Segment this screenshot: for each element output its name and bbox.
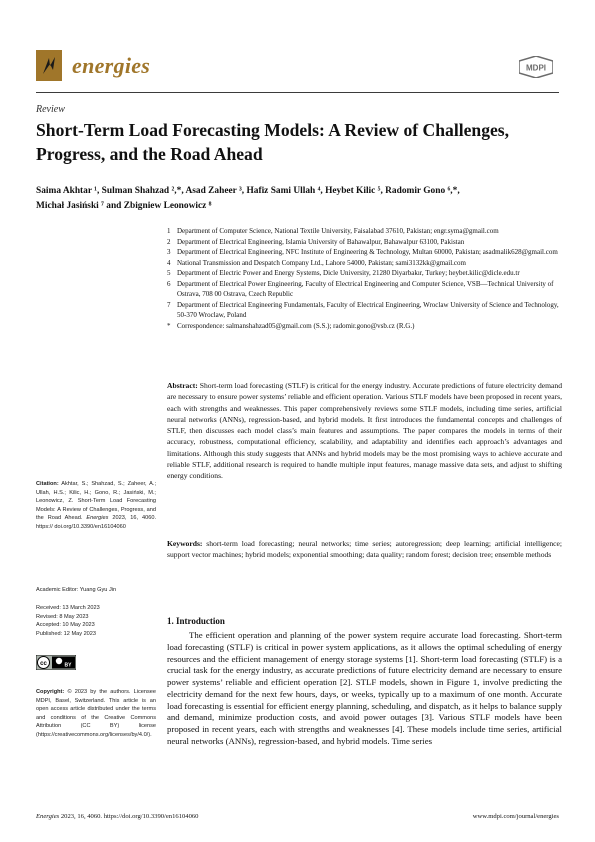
author-line-1: Saima Akhtar ¹, Sulman Shahzad ²,*, Asad Zaheer ³, Hafiz Sami Ullah ⁴, Heybet Kilic ⁵, Radomir Gono ⁶,*,: [36, 186, 460, 196]
affiliation: 7 Department of Electrical Engineering Fundamentals, Faculty of Electrical Engineering, Wroclaw University of Science and Technology, 50-370 Wroclaw, Poland: [167, 300, 559, 319]
author-list: [36, 184, 566, 214]
cc-label: cc: [40, 661, 47, 667]
abstract-text: Short-term load forecasting (STLF) is critical for the energy industry. Accurate predictions of future electricity demand are necessary to ensure power systems’ reliable and efficient operation. Various STLF models have been proposed in recent years, each with strengths and weaknesses. This paper comprehensively reviews some STLF models, including time series, artificial neural networks (ANNs), regression-based, and hybrid models. It first introduces the fundamental concepts and challenges of STLF, then discusses each model class’s main features and assumptions. The paper compares the models in terms of their accuracy, robustness, computational efficiency, scalability, and adaptability and identifies each approach’s advantages and limitations. Although this study suggests that ANNs and hybrid models may be the most promising ways to achieve accurate and reliable STLF, additional research is required to handle multiple input features, manage massive data sets, and adjust to shifting energy conditions.: [167, 381, 563, 481]
section-heading: 1. Introduction: [167, 616, 225, 626]
header-rule: [36, 92, 559, 93]
footer-journal-url[interactable]: www.mdpi.com/journal/energies: [472, 813, 559, 820]
copyright-block: Copyright: © 2023 by the authors. Licensee MDPI, Basel, Switzerland. This article is an open access article distributed under the terms and conditions of the Creative Commons Attribution (CC BY) license (https://creativecommons.org/licenses/by/4.0/).: [36, 689, 157, 738]
correspondence: * Correspondence: salmanshahzad05@gmail.com (S.S.); radomir.gono@vsb.cz (R.G.): [167, 321, 415, 330]
affiliation: 4 National Transmission and Despatch Company Ltd., Lahore 54000, Pakistan; sami3132kk@gmail.com: [167, 258, 466, 267]
keywords-label: Keywords:: [167, 539, 203, 548]
revised-date: Revised: 8 May 2023: [36, 613, 89, 620]
affiliation: 2 Department of Electrical Engineering, Islamia University of Bahawalpur, Bahawalpur 63100, Pakistan: [167, 237, 465, 246]
mdpi-logo-icon: [519, 56, 553, 78]
received-date: Received: 13 March 2023: [36, 605, 100, 611]
accepted-date: Accepted: 10 May 2023: [36, 622, 95, 629]
article-title: Short-Term Load Forecasting Models: A Review of Challenges, Progress, and the Road Ahead: [36, 120, 510, 164]
abstract-label: Abstract:: [167, 381, 198, 390]
affiliation: 1 Department of Computer Science, National Textile University, Faisalabad 37610, Pakistan; engr.syma@gmail.com: [167, 227, 499, 235]
citation-doi-link[interactable]: 2023, 16, 4060. https:// doi.org/10.3390/en16104060: [36, 515, 156, 530]
author-line-2: Michał Jasiński ⁷ and Zbigniew Leonowicz ⁸: [36, 201, 212, 211]
cc-by-license-icon[interactable]: [36, 655, 76, 670]
keywords: [167, 538, 562, 561]
academic-editor: Academic Editor: Yuang Gyu Jin: [36, 587, 117, 593]
published-date: Published: 12 May 2023: [36, 630, 97, 637]
by-label: BY: [64, 662, 72, 669]
dates-block: [36, 604, 156, 638]
footer-citation: Energies 2023, 16, 4060. https://doi.org/10.3390/en16104060: [36, 813, 199, 820]
affiliations: [167, 226, 562, 331]
citation-block: Citation: Akhtar, S.; Shahzad, S.; Zaheer, A.; Ullah, H.S.; Kilic, H.; Gono, R.; Jasiński, M.; Leonowicz, Z. Short-Term Load Forecasting Models: A Review of Challenges, Progress, and the Road Ahead. Energies 2023, 16, 4060. https:// doi.org/10.3390/en16104060: [36, 481, 156, 530]
intro-paragraph: The efficient operation and planning of the power system require accurate load forecasting. Short-term load forecasting (STLF) is critical in power system applications, as it allows the optimal scheduling of energy resources and the efficient management of energy storage systems [1]. Short-term load forecasting (STLF) is a crucial task for the energy industry, as accurate predictions of future electricity demand are necessary to ensure power systems’ reliable and efficient operation [2]. STLF models, shown in Figure 1, involve predicting the electricity demand for the next few hours, days, or weeks, typically up to a maximum of one month. Accurate load forecasting is essential for efficient energy planning, scheduling, and dispatch, as it helps to balance supply and demand, minimize production costs, and avoid power outages [3]. Various STLF models have been proposed in recent years, each with strengths and weaknesses [4]. These models include time series, artificial neural networks (ANNs), regression-based, and hybrid models. Time series: [167, 630, 562, 746]
journal-logo-icon: [36, 50, 62, 81]
affiliation: 3 Department of Electrical Engineering, NFC Institute of Engineering & Technology, Multan 60000, Pakistan; asadmalik628@gmail.com: [167, 248, 558, 256]
affiliation: 5 Department of Electric Power and Energy Systems, Dicle University, 21280 Diyarbakır, Turkey; heybet.kilic@dicle.edu.tr: [167, 269, 520, 277]
abstract: [167, 380, 562, 482]
mdpi-logo-text: MDPI: [526, 63, 546, 73]
journal-name: energies: [72, 53, 151, 78]
article-type: Review: [36, 104, 65, 115]
affiliation: 6 Department of Electrical Power Engineering, Faculty of Electrical Engineering and Computer Science, VSB—Technical University of Ostrava, 708 00 Ostrava, Czech Republic: [167, 279, 554, 298]
keywords-text: short-term load forecasting; neural networks; time series; autoregression; deep learning; artificial intelligence; support vector machines; hybrid models; exponential smoothing; data quality; random forest; decision tree; ensemble methods: [167, 539, 562, 560]
